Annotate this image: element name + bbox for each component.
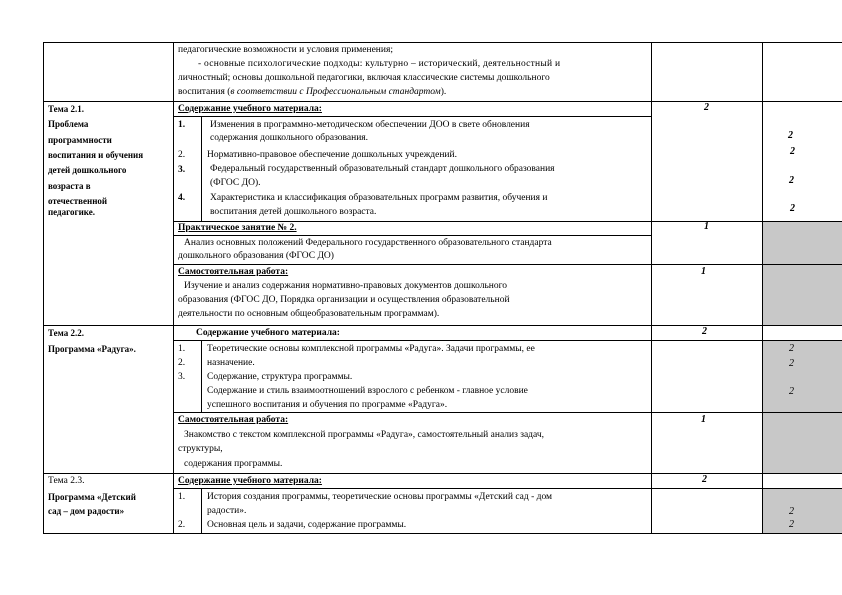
top-text-line: педагогические возможности и условия применения; <box>178 45 393 55</box>
level-value: 2 <box>789 358 794 369</box>
item-text: Изменения в программно-методическом обеспечении ДОО в свете обновления <box>210 120 530 130</box>
practical-text: Анализ основных положений Федерального государственного образовательного стандарта <box>184 238 552 248</box>
topic-2-1-title: отечественной <box>48 196 108 206</box>
hours-value: 1 <box>704 221 709 232</box>
table-border <box>173 116 652 117</box>
shaded-cell <box>763 221 842 325</box>
topic-2-1-title: Проблема <box>48 119 89 129</box>
topic-2-1-title: воспитания и обучения <box>48 150 144 160</box>
top-text-italic: в соответствии с Профессиональным стандартом <box>230 87 441 97</box>
topic-2-1-title: педагогике. <box>48 207 95 217</box>
item-text: успешного воспитания и обучения по программе «Радуга». <box>207 400 448 410</box>
top-text-line <box>178 86 446 98</box>
table-border <box>43 42 842 43</box>
self-work-text: образования (ФГОС ДО, Порядка организации и осуществления образовательной <box>178 295 510 305</box>
table-border <box>173 488 842 489</box>
table-border <box>43 101 842 102</box>
item-text: История создания программы, теоретические основы программы «Детский сад - дом <box>207 492 553 502</box>
topic-2-1-title: программности <box>48 135 112 145</box>
item-text: Содержание и стиль взаимоотношений взрослого с ребенком - главное условие <box>207 386 528 396</box>
level-value: 2 <box>790 203 795 214</box>
item-number: 2. <box>178 520 186 530</box>
item-number: 2. <box>178 150 186 160</box>
level-value: 2 <box>789 386 794 397</box>
shaded-cell <box>763 489 842 534</box>
top-text-end: ). <box>440 87 447 97</box>
content-header: Содержание учебного материала: <box>196 328 340 338</box>
item-number: 1. <box>178 492 186 502</box>
content-header: Содержание учебного материала: <box>178 476 322 486</box>
level-value: 2 <box>789 343 794 354</box>
topic-2-3-title: Программа «Детский <box>48 492 136 502</box>
item-number: 3. <box>178 165 186 175</box>
self-work-header: Самостоятельная работа: <box>178 415 289 425</box>
item-text: Нормативно-правовое обеспечение дошкольных учреждений. <box>207 150 457 160</box>
table-border <box>173 340 842 341</box>
practical-text: дошкольного образования (ФГОС ДО) <box>178 251 334 261</box>
item-number: 4. <box>178 193 186 203</box>
item-text: Основная цель и задачи, содержание программы. <box>207 520 407 530</box>
table-border <box>201 117 202 221</box>
topic-2-1-title: детей дошкольного <box>48 165 127 175</box>
table-border <box>201 489 202 534</box>
table-border <box>173 412 842 413</box>
topic-2-1-title: возраста в <box>48 181 91 191</box>
item-text: Федеральный государственный образовательный стандарт дошкольного образования <box>210 164 555 174</box>
item-number: 1. <box>178 344 186 354</box>
hours-value: 1 <box>701 266 706 277</box>
hours-value: 2 <box>702 326 707 337</box>
table-border <box>173 235 652 236</box>
table-border <box>201 340 202 412</box>
item-text: Содержание, структура программы. <box>207 372 353 382</box>
item-text: воспитания детей дошкольного возраста. <box>210 207 377 217</box>
hours-value: 1 <box>701 414 706 425</box>
item-number: 1. <box>178 120 186 130</box>
self-work-text: деятельности по основным общеобразовательным программам). <box>178 309 440 319</box>
level-value: 2 <box>789 506 794 517</box>
self-work-header: Самостоятельная работа: <box>178 267 289 277</box>
topic-2-2-label: Тема 2.2. <box>48 328 84 338</box>
topic-2-2-title: Программа «Радуга». <box>48 344 136 354</box>
level-value: 2 <box>789 519 794 530</box>
self-work-text: Знакомство с текстом комплексной программы «Радуга», самостоятельный анализ задач, <box>184 430 544 440</box>
item-text: (ФГОС ДО). <box>210 178 261 188</box>
hours-value: 2 <box>702 474 707 485</box>
level-value: 2 <box>790 146 795 157</box>
topic-2-3-title: сад – дом радости» <box>48 506 125 516</box>
item-text: содержания дошкольного образования. <box>210 133 369 143</box>
self-work-text: Изучение и анализ содержания нормативно-правовых документов дошкольного <box>184 281 508 291</box>
hours-value: 2 <box>704 102 709 113</box>
topic-2-3-label: Тема 2.3. <box>48 476 85 486</box>
item-text: Теоретические основы комплексной программы «Радуга». Задачи программы, ее <box>207 344 535 354</box>
self-work-text: структуры, <box>178 444 223 454</box>
top-text-start: воспитания ( <box>178 87 231 97</box>
item-text: назначение. <box>207 358 255 368</box>
table-border <box>762 42 763 534</box>
shaded-cell <box>763 340 842 473</box>
item-text: радости». <box>207 506 247 516</box>
table-border <box>173 264 842 265</box>
item-number: 2. <box>178 358 186 368</box>
item-text: Характеристика и классификация образовательных программ развития, обучения и <box>210 193 548 203</box>
level-value: 2 <box>788 130 793 141</box>
self-work-text: содержания программы. <box>184 459 283 469</box>
topic-2-1-label: Тема 2.1. <box>48 104 84 114</box>
level-value: 2 <box>789 175 794 186</box>
table-border <box>43 533 842 534</box>
table-border <box>43 473 842 474</box>
top-text-line: личностный; основы дошкольной педагогики, включая классические системы дошкольного <box>178 73 550 83</box>
practical-header: Практическое занятие № 2. <box>178 223 297 233</box>
table-border <box>43 325 842 326</box>
table-border <box>43 42 44 534</box>
content-header: Содержание учебного материала: <box>178 104 322 114</box>
item-number: 3. <box>178 372 186 382</box>
top-text-line: - основные психологические подходы: культурно – исторический, деятельностный и <box>198 59 561 69</box>
